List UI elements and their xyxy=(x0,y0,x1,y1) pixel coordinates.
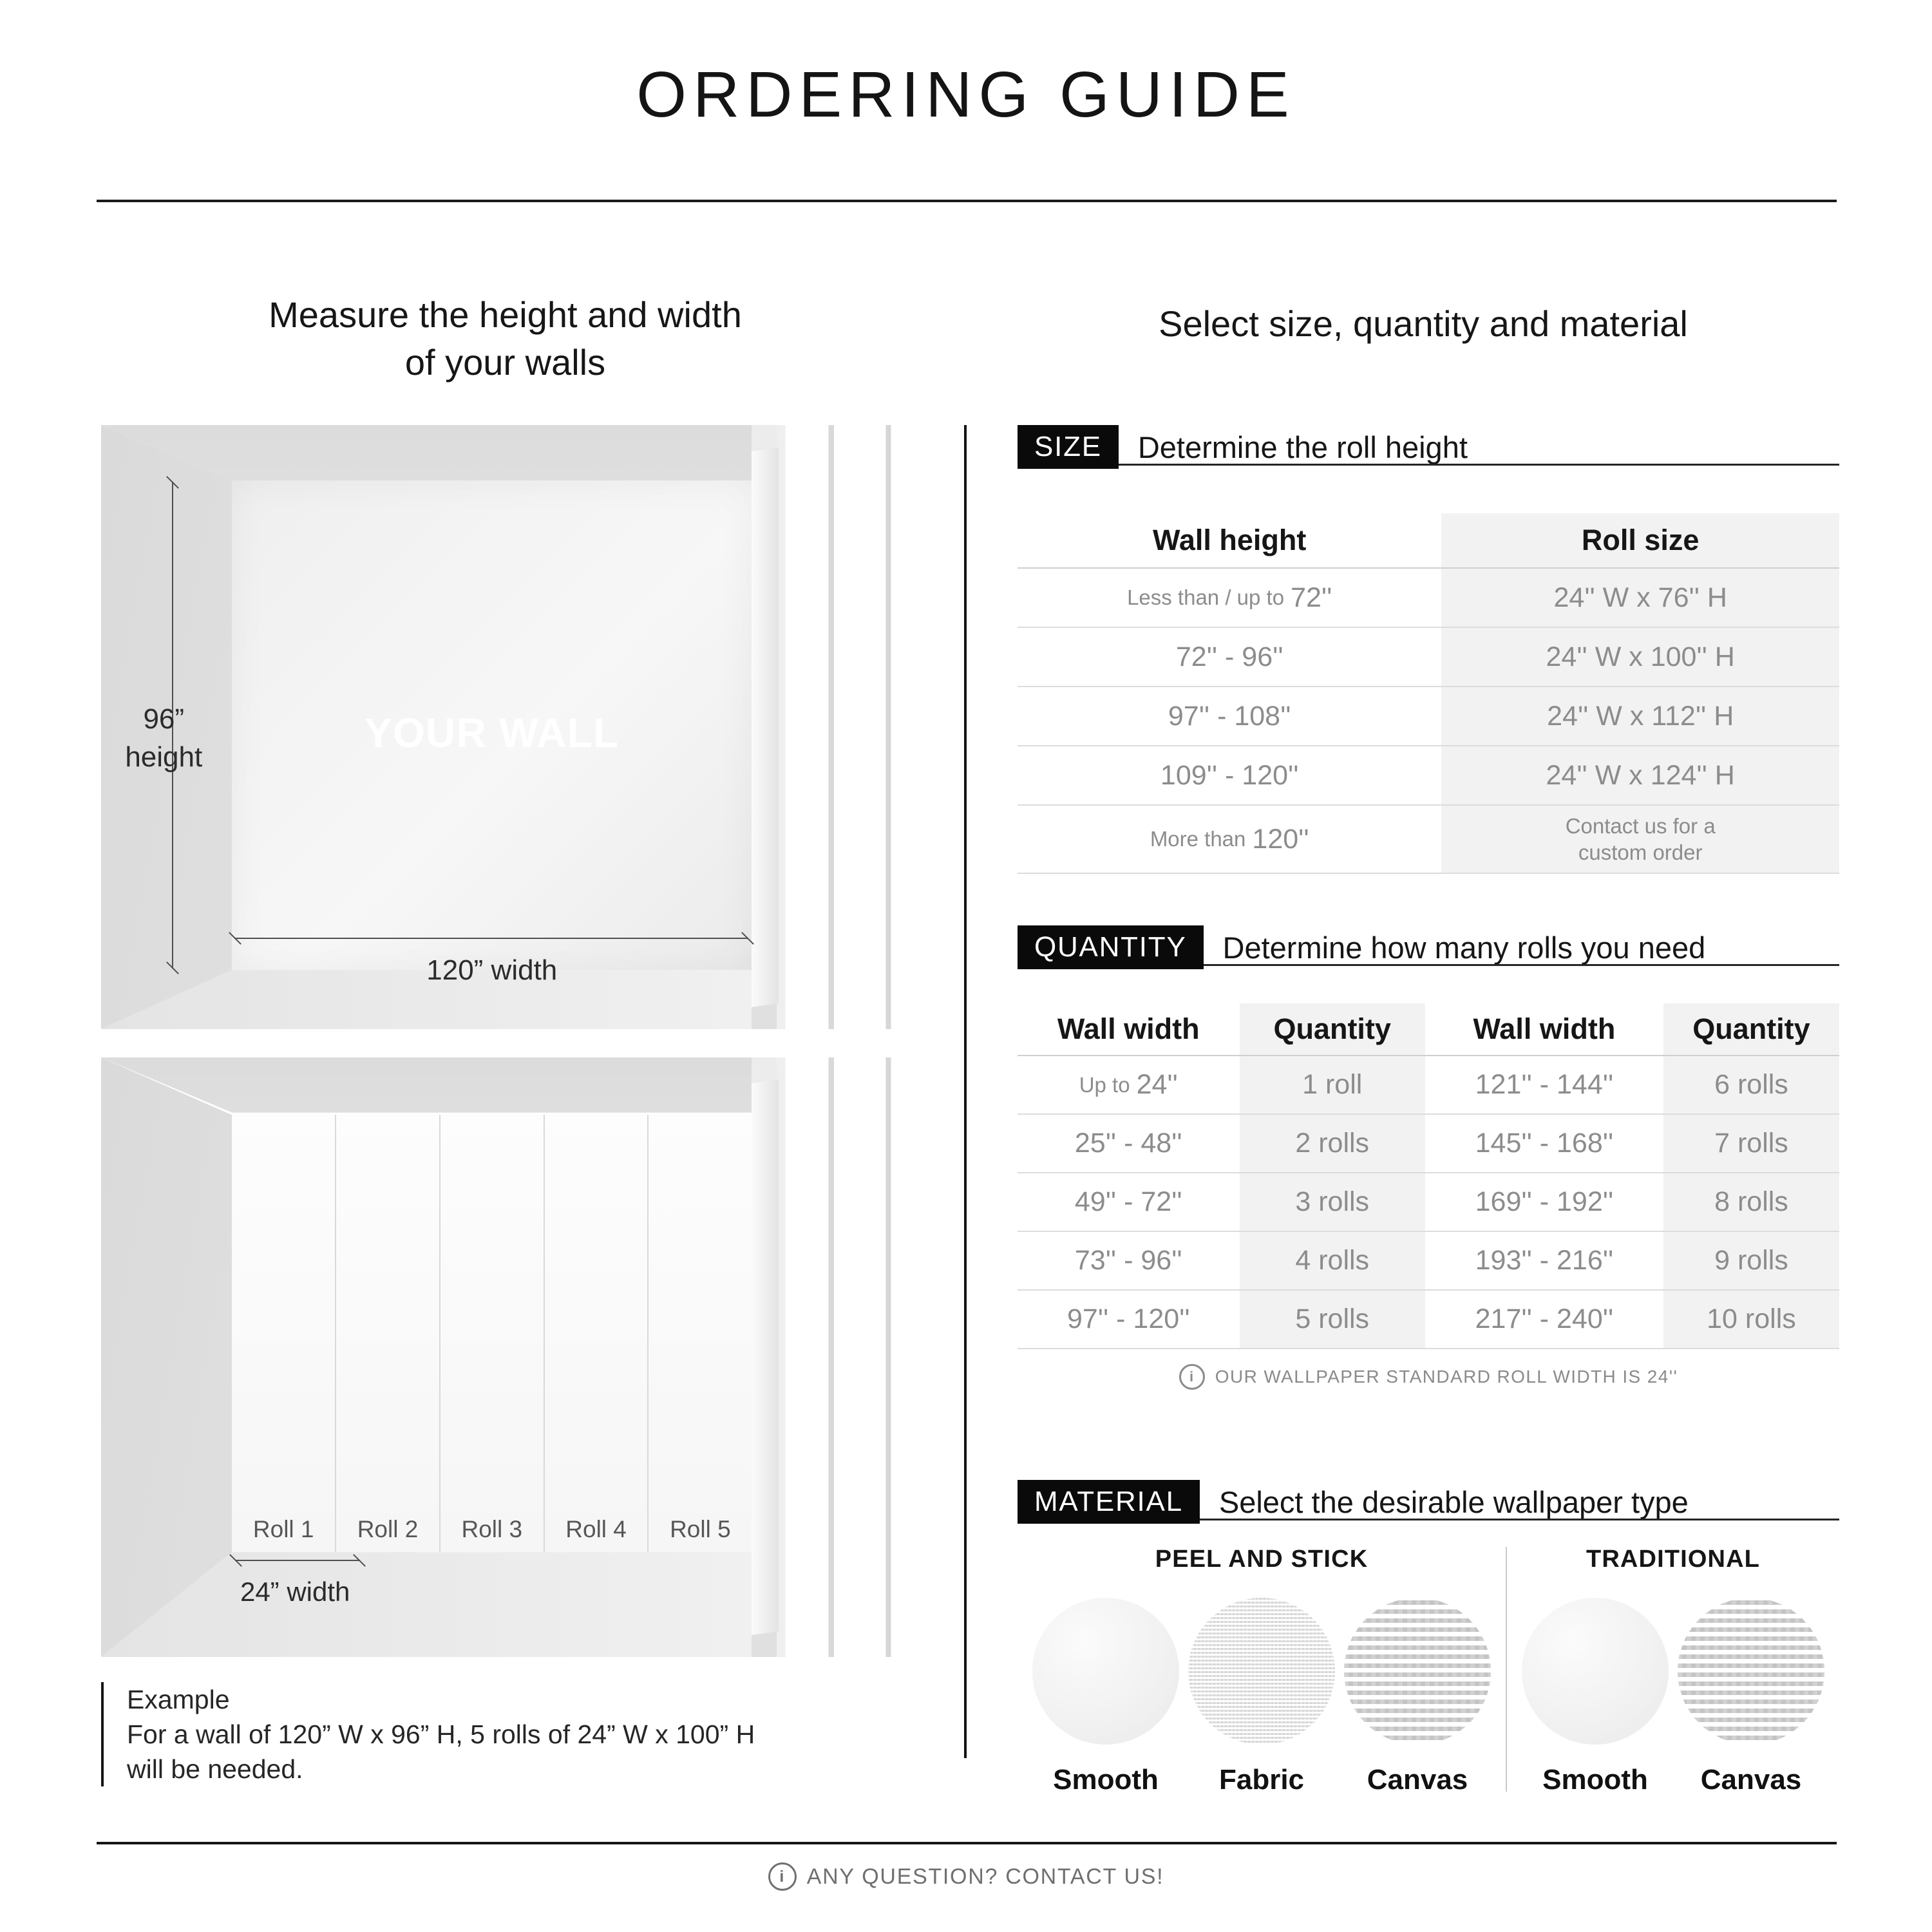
custom-order-line1: Contact us for a xyxy=(1565,813,1716,838)
roll-panel xyxy=(545,1115,649,1552)
wall-width-cell: 169'' - 192'' xyxy=(1475,1186,1614,1217)
section-underline xyxy=(1204,964,1839,966)
window-glass-panes xyxy=(777,425,909,1029)
wall-width-cell: 145'' - 168'' xyxy=(1475,1128,1614,1159)
roll-size-cell xyxy=(1441,806,1839,873)
wall-width-label: 120” width xyxy=(426,954,558,986)
wall-width-cell: 25'' - 48'' xyxy=(1074,1128,1182,1159)
quantity-cell: 1 roll xyxy=(1240,1056,1425,1113)
roll-panel-label: Roll 4 xyxy=(565,1516,627,1543)
roll-size-cell: 24'' W x 100'' H xyxy=(1441,628,1839,686)
footer-contact-text: ANY QUESTION? CONTACT US! xyxy=(806,1864,1164,1889)
size-col-roll-size: Roll size xyxy=(1441,513,1839,567)
wall-width-value: 24'' xyxy=(1136,1069,1178,1100)
size-col-wall-height: Wall height xyxy=(1153,524,1307,556)
roll-panel-label: Roll 3 xyxy=(461,1516,523,1543)
material-group-title: TRADITIONAL xyxy=(1586,1546,1761,1573)
wall-width-cell xyxy=(1018,1056,1240,1113)
size-subtitle: Determine the roll height xyxy=(1137,430,1468,464)
size-table-row xyxy=(1018,628,1839,687)
quantity-cell: 5 rolls xyxy=(1240,1291,1425,1348)
canvas-texture-swatch-icon xyxy=(1344,1598,1491,1745)
footer-contact xyxy=(0,1862,1932,1891)
material-swatch-fabric xyxy=(1188,1598,1335,1796)
material-group-peel-and-stick xyxy=(1018,1540,1506,1804)
quantity-cell: 4 rolls xyxy=(1240,1232,1425,1289)
left-heading-line1: Measure the height and width xyxy=(269,294,742,335)
room-window xyxy=(752,425,909,1029)
roll-size-cell: 24'' W x 112'' H xyxy=(1441,687,1839,745)
wall-height-word: height xyxy=(125,741,203,773)
wall-height-label xyxy=(101,700,227,777)
roll-width-label: 24” width xyxy=(240,1577,350,1607)
smooth-texture-swatch-icon xyxy=(1522,1598,1669,1745)
size-table-row xyxy=(1018,746,1839,806)
room-window xyxy=(752,1057,909,1657)
wall-width-cell: 217'' - 240'' xyxy=(1475,1303,1614,1334)
window-pillar xyxy=(752,1079,779,1634)
roll-panel xyxy=(232,1115,336,1552)
roll-width-dimension-line xyxy=(235,1560,359,1561)
title-divider xyxy=(97,200,1837,202)
quantity-cell: 10 rolls xyxy=(1663,1291,1839,1348)
material-group-title: PEEL AND STICK xyxy=(1155,1546,1368,1573)
fabric-texture-swatch-icon xyxy=(1188,1598,1335,1745)
size-table xyxy=(1018,513,1839,874)
qty-col-quantity-2: Quantity xyxy=(1663,1003,1839,1055)
example-block xyxy=(101,1682,755,1786)
quantity-table-row xyxy=(1018,1291,1839,1349)
size-table-header-row xyxy=(1018,513,1839,569)
quantity-cell: 9 rolls xyxy=(1663,1232,1839,1289)
wall-height-value: 96” xyxy=(143,703,185,735)
material-swatch-smooth xyxy=(1522,1598,1669,1796)
wallpaper-roll-panels xyxy=(232,1115,752,1552)
wall-width-cell: 73'' - 96'' xyxy=(1074,1245,1182,1276)
right-column-heading: Select size, quantity and material xyxy=(1159,303,1688,344)
wall-height-cell xyxy=(1018,569,1441,627)
quantity-table xyxy=(1018,1003,1839,1349)
roll-size-cell: 24'' W x 124'' H xyxy=(1441,746,1839,804)
wall-width-cell: 193'' - 216'' xyxy=(1475,1245,1614,1276)
material-options xyxy=(1018,1540,1839,1804)
wall-height-prefix: Less than / up to xyxy=(1127,585,1285,609)
quantity-badge: QUANTITY xyxy=(1018,925,1204,969)
material-swatch-canvas xyxy=(1678,1598,1824,1796)
wall-width-cell: 49'' - 72'' xyxy=(1074,1186,1182,1217)
window-glass-panes xyxy=(777,1057,909,1657)
quantity-table-row xyxy=(1018,1115,1839,1173)
material-group-traditional xyxy=(1507,1540,1839,1804)
swatch-label: Canvas xyxy=(1367,1764,1468,1795)
swatch-label: Smooth xyxy=(1053,1764,1159,1795)
size-section-header xyxy=(1018,425,1839,469)
wall-height-cell xyxy=(1018,806,1441,873)
quantity-cell: 2 rolls xyxy=(1240,1115,1425,1172)
room-illustration-measure xyxy=(101,425,909,1029)
roll-panel xyxy=(336,1115,440,1552)
example-title: Example xyxy=(127,1685,230,1714)
quantity-table-row xyxy=(1018,1056,1839,1115)
info-icon: i xyxy=(1179,1364,1205,1390)
wall-height-cell: 109'' - 120'' xyxy=(1160,759,1299,791)
example-line1: For a wall of 120” W x 96” H, 5 rolls of 24” W x 100” H xyxy=(127,1719,755,1750)
wall-width-cell: 97'' - 120'' xyxy=(1066,1303,1190,1334)
wall-height-value: 120'' xyxy=(1252,823,1309,855)
column-divider xyxy=(964,425,967,1758)
wall-height-prefix: More than xyxy=(1150,827,1246,851)
material-badge: MATERIAL xyxy=(1018,1480,1200,1524)
roll-width-note xyxy=(1018,1364,1839,1390)
wall-width-prefix: Up to xyxy=(1079,1072,1130,1097)
roll-panel-label: Roll 5 xyxy=(670,1516,731,1543)
roll-panel xyxy=(649,1115,752,1552)
roll-size-cell: 24'' W x 76'' H xyxy=(1441,569,1839,627)
custom-order-line2: custom order xyxy=(1578,840,1703,864)
quantity-section-header xyxy=(1018,925,1839,969)
roll-width-note-text: OUR WALLPAPER STANDARD ROLL WIDTH IS 24'' xyxy=(1215,1367,1678,1387)
qty-col-wall-width-1: Wall width xyxy=(1057,1012,1200,1045)
quantity-cell: 7 rolls xyxy=(1663,1115,1839,1172)
size-badge: SIZE xyxy=(1018,425,1119,469)
roll-panel-label: Roll 1 xyxy=(252,1516,314,1543)
swatch-label: Smooth xyxy=(1542,1764,1648,1795)
window-pillar xyxy=(752,448,779,1007)
wall-height-cell: 97'' - 108'' xyxy=(1168,700,1291,732)
material-subtitle: Select the desirable wallpaper type xyxy=(1218,1484,1689,1519)
quantity-subtitle: Determine how many rolls you need xyxy=(1222,930,1706,965)
example-line2: will be needed. xyxy=(127,1754,303,1785)
roll-panel xyxy=(440,1115,545,1552)
qty-col-quantity-1: Quantity xyxy=(1240,1003,1425,1055)
wall-height-cell: 72'' - 96'' xyxy=(1175,641,1283,672)
material-swatch-smooth xyxy=(1032,1598,1179,1796)
quantity-table-row xyxy=(1018,1173,1839,1232)
left-heading-line2: of your walls xyxy=(404,341,606,383)
roll-panel-label: Roll 2 xyxy=(357,1516,419,1543)
quantity-table-row xyxy=(1018,1232,1839,1291)
canvas-texture-swatch-icon xyxy=(1678,1598,1824,1745)
section-underline xyxy=(1200,1519,1839,1520)
qty-col-wall-width-2: Wall width xyxy=(1473,1012,1616,1045)
swatch-label: Canvas xyxy=(1700,1764,1802,1795)
material-section-header xyxy=(1018,1480,1839,1524)
size-table-row xyxy=(1018,687,1839,746)
room-illustration-rolls xyxy=(101,1057,909,1657)
wall-width-cell: 121'' - 144'' xyxy=(1475,1069,1614,1100)
your-wall-label: YOUR WALL xyxy=(365,709,620,756)
footer-divider xyxy=(97,1842,1837,1844)
quantity-table-header-row xyxy=(1018,1003,1839,1056)
page-title: ORDERING GUIDE xyxy=(636,59,1296,131)
quantity-cell: 8 rolls xyxy=(1663,1173,1839,1231)
material-swatch-canvas xyxy=(1344,1598,1491,1796)
size-table-row xyxy=(1018,569,1839,628)
quantity-cell: 3 rolls xyxy=(1240,1173,1425,1231)
width-dimension-line xyxy=(234,938,748,939)
wall-height-value: 72'' xyxy=(1291,582,1332,613)
swatch-label: Fabric xyxy=(1218,1764,1305,1795)
info-icon: i xyxy=(768,1862,797,1891)
size-table-row xyxy=(1018,806,1839,874)
section-underline xyxy=(1119,464,1839,466)
left-column-heading xyxy=(101,291,909,386)
smooth-texture-swatch-icon xyxy=(1032,1598,1179,1745)
quantity-cell: 6 rolls xyxy=(1663,1056,1839,1113)
